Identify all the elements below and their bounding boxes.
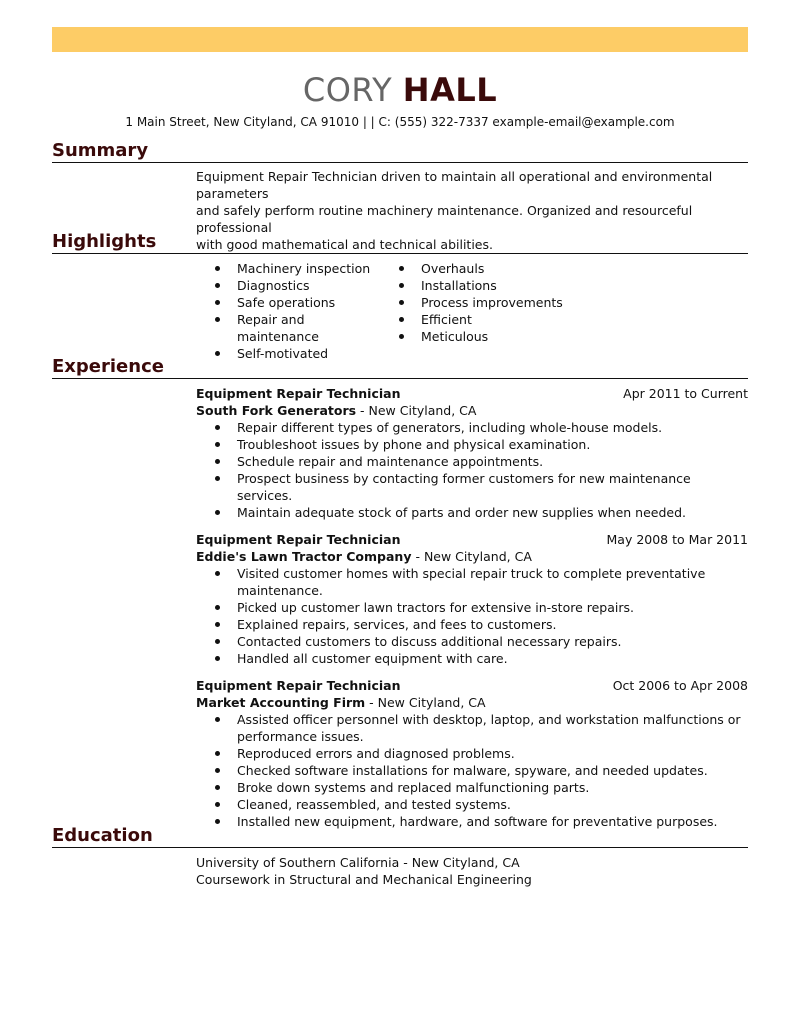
duty-item: Prospect business by contacting former customers for new maintenance services.	[196, 470, 748, 504]
job-dates: Oct 2006 to Apr 2008	[612, 678, 748, 693]
education-text	[196, 854, 748, 888]
highlights-heading: Highlights	[52, 231, 748, 254]
company-name: South Fork Generators	[196, 403, 357, 418]
education-line: Coursework in Structural and Mechanical Engineering	[196, 872, 532, 887]
highlight-item: Installations	[380, 277, 580, 294]
duty-item: Maintain adequate stock of parts and order new supplies when needed.	[196, 504, 748, 521]
job-duties	[196, 711, 748, 830]
duty-item: Reproduced errors and diagnosed problems.	[196, 745, 748, 762]
job-duties	[196, 565, 748, 667]
summary-line: Equipment Repair Technician driven to maintain all operational and environmental parameters	[196, 169, 713, 201]
highlight-item: Meticulous	[380, 328, 580, 345]
highlight-item: Self-motivated	[196, 345, 381, 362]
company-location: - New Cityland, CA	[365, 695, 486, 710]
highlights-left-column	[196, 260, 381, 362]
accent-bar	[52, 27, 748, 52]
job-entry	[196, 385, 748, 521]
job-duties	[196, 419, 748, 521]
duty-item: Contacted customers to discuss additional necessary repairs.	[196, 633, 748, 650]
job-title: Equipment Repair Technician	[196, 386, 401, 401]
job-entry	[196, 531, 748, 667]
highlight-item: Overhauls	[380, 260, 580, 277]
highlight-item: Machinery inspection	[196, 260, 381, 277]
first-name: CORY	[302, 71, 393, 109]
contact-line: 1 Main Street, New Cityland, CA 91010 | | C: (555) 322-7337 example-email@example.com	[125, 115, 675, 129]
duty-item: Repair different types of generators, including whole-house models.	[196, 419, 748, 436]
highlight-item: Safe operations	[196, 294, 381, 311]
company-name: Market Accounting Firm	[196, 695, 366, 710]
job-entry	[196, 677, 748, 830]
duty-item: Broke down systems and replaced malfunctioning parts.	[196, 779, 748, 796]
duty-item: Cleaned, reassembled, and tested systems.	[196, 796, 748, 813]
duty-item: Assisted officer personnel with desktop, laptop, and workstation malfunctions or performance issues.	[196, 711, 748, 745]
summary-line: and safely perform routine machinery maintenance. Organized and resourceful professional	[196, 203, 693, 235]
job-dates: Apr 2011 to Current	[623, 386, 748, 401]
highlight-item: Repair and maintenance	[196, 311, 381, 345]
duty-item: Schedule repair and maintenance appointments.	[196, 453, 748, 470]
duty-item: Visited customer homes with special repair truck to complete preventative maintenance.	[196, 565, 748, 599]
company-location: - New Cityland, CA	[356, 403, 477, 418]
experience-heading: Experience	[52, 356, 748, 379]
last-name: HALL	[402, 71, 498, 109]
company-location: - New Cityland, CA	[411, 549, 532, 564]
duty-item: Installed new equipment, hardware, and software for preventative purposes.	[196, 813, 748, 830]
highlights-list	[196, 260, 748, 361]
job-title: Equipment Repair Technician	[196, 678, 401, 693]
highlight-item: Diagnostics	[196, 277, 381, 294]
highlight-item: Process improvements	[380, 294, 580, 311]
job-title: Equipment Repair Technician	[196, 532, 401, 547]
experience-list	[196, 385, 748, 840]
company-name: Eddie's Lawn Tractor Company	[196, 549, 412, 564]
summary-heading: Summary	[52, 140, 748, 163]
duty-item: Handled all customer equipment with care.	[196, 650, 748, 667]
highlight-item: Efficient	[380, 311, 580, 328]
highlights-right-column	[380, 260, 580, 345]
education-line: University of Southern California - New Cityland, CA	[196, 855, 520, 870]
education-heading: Education	[52, 825, 748, 848]
duty-item: Troubleshoot issues by phone and physical examination.	[196, 436, 748, 453]
summary-line: with good mathematical and technical abilities.	[196, 237, 493, 252]
duty-item: Picked up customer lawn tractors for extensive in-store repairs.	[196, 599, 748, 616]
duty-item: Explained repairs, services, and fees to customers.	[196, 616, 748, 633]
duty-item: Checked software installations for malware, spyware, and needed updates.	[196, 762, 748, 779]
job-dates: May 2008 to Mar 2011	[606, 532, 748, 547]
candidate-name	[0, 68, 800, 112]
